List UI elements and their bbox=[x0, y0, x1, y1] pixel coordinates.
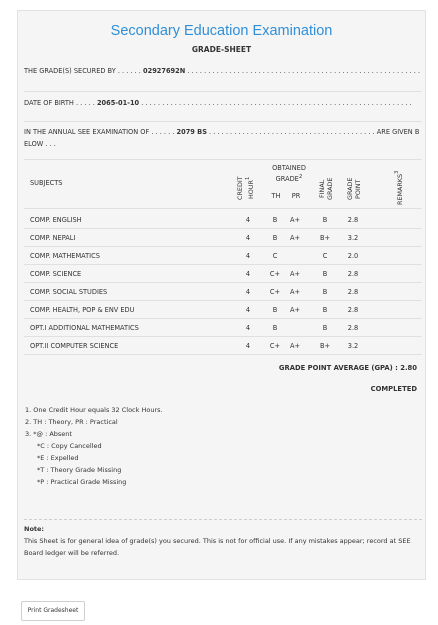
pr-grade-cell: A+ bbox=[289, 342, 301, 350]
final-grade-cell: B+ bbox=[319, 342, 331, 350]
final-grade-cell: B bbox=[322, 288, 328, 296]
th-grade-cell: C+ bbox=[269, 288, 281, 296]
col-subjects-header: SUBJECTS bbox=[30, 179, 63, 187]
subject-cell: COMP. NEPALI bbox=[30, 234, 76, 242]
grade-point-cell: 2.8 bbox=[347, 306, 359, 314]
grade-point-cell: 2.8 bbox=[347, 216, 359, 224]
credit-cell: 4 bbox=[245, 252, 251, 260]
th-grade-cell: B bbox=[272, 216, 278, 224]
dob-label: DATE OF BIRTH . . . . . bbox=[24, 99, 95, 107]
subject-cell: OPT.II COMPUTER SCIENCE bbox=[30, 342, 119, 350]
th-grade-cell: C+ bbox=[269, 342, 281, 350]
result-status: COMPLETED bbox=[370, 385, 417, 393]
dob-value: 2065-01-10 bbox=[96, 99, 140, 107]
final-grade-cell: B bbox=[322, 324, 328, 332]
th-grade-cell: B bbox=[272, 306, 278, 314]
table-row bbox=[24, 247, 422, 265]
col-pr-header: PR bbox=[291, 192, 301, 200]
footnote: *T : Theory Grade Missing bbox=[37, 466, 122, 474]
table-row bbox=[24, 265, 422, 283]
note-text: This Sheet is for general idea of grade(s) you secured. This is not for official use. If any mistakes appear; record at SEE Board ledger will be referred. bbox=[24, 537, 411, 557]
exam-title: Secondary Education Examination bbox=[110, 23, 333, 39]
grade-point-cell: 2.0 bbox=[347, 252, 359, 260]
col-th-header: TH bbox=[271, 192, 281, 200]
col-credit-header: CREDIT HOUR$^1$ bbox=[236, 176, 256, 200]
footnotes bbox=[25, 404, 163, 488]
credit-cell: 4 bbox=[245, 270, 251, 278]
grade-point-cell: 2.8 bbox=[347, 270, 359, 278]
subject-cell: COMP. SCIENCE bbox=[30, 270, 82, 278]
footnote: 1. One Credit Hour equals 32 Clock Hours. bbox=[25, 406, 163, 414]
col-gp-header: GRADE POINT bbox=[346, 177, 362, 201]
th-grade-cell: C bbox=[272, 252, 278, 260]
credit-cell: 4 bbox=[245, 234, 251, 242]
final-grade-cell: B+ bbox=[319, 234, 331, 242]
pr-grade-cell: A+ bbox=[289, 306, 301, 314]
credit-cell: 4 bbox=[245, 216, 251, 224]
subject-cell: COMP. MATHEMATICS bbox=[30, 252, 100, 260]
exam-year: 2079 BS bbox=[176, 128, 207, 136]
credit-cell: 4 bbox=[245, 342, 251, 350]
footnote: 3. *@ : Absent bbox=[25, 430, 72, 438]
col-final-header: FINAL GRADE bbox=[318, 177, 334, 201]
grade-point-cell: 3.2 bbox=[347, 234, 359, 242]
table-row bbox=[24, 319, 422, 337]
footnote: *E : Expelled bbox=[37, 454, 79, 462]
row-divider bbox=[24, 354, 422, 355]
footnote: *C : Copy Cancelled bbox=[37, 442, 102, 450]
th-grade-cell: B bbox=[272, 234, 278, 242]
table-row bbox=[24, 337, 422, 355]
divider bbox=[24, 91, 422, 92]
credit-cell: 4 bbox=[245, 306, 251, 314]
divider bbox=[24, 121, 422, 122]
th-grade-cell: C+ bbox=[269, 270, 281, 278]
th-grade-cell: B bbox=[272, 324, 278, 332]
grade-point-cell: 2.8 bbox=[347, 288, 359, 296]
dob-line bbox=[24, 97, 422, 109]
credit-cell: 4 bbox=[245, 324, 251, 332]
sheet-subtitle: GRADE-SHEET bbox=[191, 45, 252, 54]
subject-cell: OPT.I ADDITIONAL MATHEMATICS bbox=[30, 324, 139, 332]
gpa-summary: GRADE POINT AVERAGE (GPA) : 2.80 bbox=[278, 364, 417, 372]
exam-line bbox=[24, 126, 422, 150]
pr-grade-cell: A+ bbox=[289, 234, 301, 242]
pr-grade-cell: A+ bbox=[289, 216, 301, 224]
table-row bbox=[24, 283, 422, 301]
final-grade-cell: C bbox=[322, 252, 328, 260]
final-grade-cell: B bbox=[322, 270, 328, 278]
grade-sheet bbox=[17, 10, 426, 580]
print-gradesheet-button[interactable]: Print Gradesheet bbox=[21, 601, 85, 621]
credit-cell: 4 bbox=[245, 288, 251, 296]
col-obtained-header: OBTAINED GRADE$^2$ bbox=[272, 164, 306, 184]
subject-cell: COMP. ENGLISH bbox=[30, 216, 82, 224]
exam-dots: . . . . . . . . . . . . . . . . . . . . . . . . . . . . . . . . . . . . . . . . ARE GIVEN BELOW . . . bbox=[24, 128, 420, 148]
footnote: 2. TH : Theory, PR : Practical bbox=[25, 418, 118, 426]
footnote: *P : Practical Grade Missing bbox=[37, 478, 127, 486]
col-remarks-header: REMARKS$^3$ bbox=[394, 170, 405, 206]
grade-point-cell: 2.8 bbox=[347, 324, 359, 332]
note bbox=[24, 523, 422, 559]
subject-cell: COMP. HEALTH, POP & ENV EDU bbox=[30, 306, 135, 314]
secured-by-line bbox=[24, 65, 422, 77]
secured-by-dots: . . . . . . . . . . . . . . . . . . . . . . . . . . . . . . . . . . . . . . . . . . . . . . . . . . . . . . . . bbox=[185, 67, 420, 75]
table-row bbox=[24, 229, 422, 247]
divider bbox=[24, 208, 422, 209]
pr-grade-cell: A+ bbox=[289, 288, 301, 296]
grade-point-cell: 3.2 bbox=[347, 342, 359, 350]
exam-label: IN THE ANNUAL SEE EXAMINATION OF . . . . . . bbox=[24, 128, 175, 136]
table-row bbox=[24, 211, 422, 229]
dob-dots: . . . . . . . . . . . . . . . . . . . . . . . . . . . . . . . . . . . . . . . . . . . . . . . . . . . . . . . . . . . . . . . . . bbox=[139, 99, 412, 107]
table-row bbox=[24, 301, 422, 319]
secured-by-label: THE GRADE(S) SECURED BY . . . . . . bbox=[24, 67, 141, 75]
symbol-number: 02927692N bbox=[143, 67, 186, 75]
pr-grade-cell: A+ bbox=[289, 270, 301, 278]
subject-cell: COMP. SOCIAL STUDIES bbox=[30, 288, 108, 296]
divider bbox=[24, 159, 422, 160]
note-label: Note: bbox=[24, 525, 45, 533]
note-divider bbox=[24, 519, 422, 520]
final-grade-cell: B bbox=[322, 306, 328, 314]
final-grade-cell: B bbox=[322, 216, 328, 224]
